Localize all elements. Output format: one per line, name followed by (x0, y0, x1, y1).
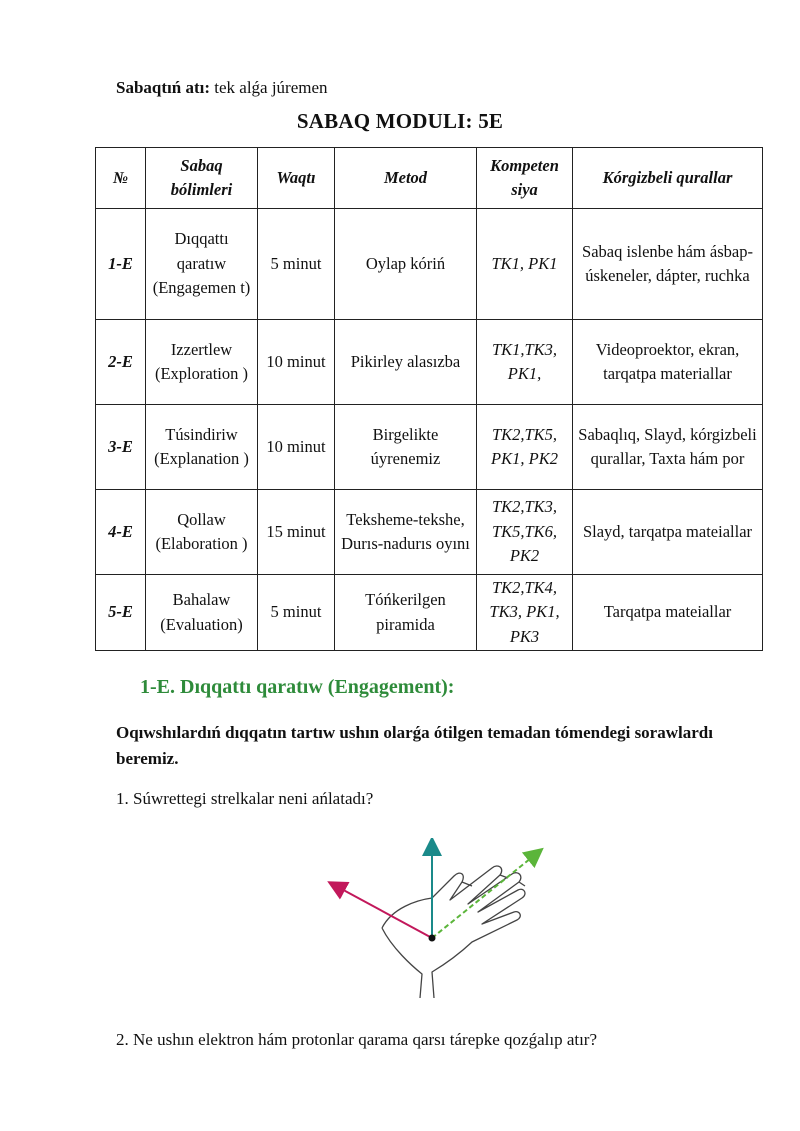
materials-cell: Slayd, tarqatpa mateiallar (573, 490, 763, 575)
force-arrow (336, 886, 432, 938)
competence-cell: TK1, PK1 (477, 209, 573, 320)
competence-cell: TK2,TK5, PK1, PK2 (477, 405, 573, 490)
stage-cell: 2-E (96, 320, 146, 405)
lesson-plan-table (95, 147, 763, 651)
header-competence: Kompeten siya (477, 148, 573, 209)
method-cell: Tóńkerilgen piramida (335, 575, 477, 651)
section-heading: 1-E. Dıqqattı qaratıw (Engagement): (140, 676, 455, 698)
question-1: 1. Súwrettegi strelkalar neni ańlatadı? (116, 789, 374, 808)
table-row (96, 209, 763, 320)
stage-cell: 5-E (96, 575, 146, 651)
materials-cell: Sabaq islenbe hám ásbap-úskeneler, dápter, ruchka (573, 209, 763, 320)
header-number: № (96, 148, 146, 209)
time-cell: 10 minut (258, 320, 335, 405)
current-arrow (432, 854, 536, 938)
left-hand-rule-illustration (322, 838, 552, 1006)
competence-cell: TK1,TK3, PK1, (477, 320, 573, 405)
table-row (96, 575, 763, 651)
origin-dot (429, 935, 436, 942)
time-cell: 5 minut (258, 209, 335, 320)
materials-cell: Videoproektor, ekran, tarqatpa materiallar (573, 320, 763, 405)
time-cell: 15 minut (258, 490, 335, 575)
table-row (96, 405, 763, 490)
header-lesson-parts: Sabaq bólimleri (146, 148, 258, 209)
lesson-name-line (116, 78, 328, 98)
time-cell: 5 minut (258, 575, 335, 651)
stage-cell: 4-E (96, 490, 146, 575)
method-cell: Teksheme-tekshe, Durıs-nadurıs oyını (335, 490, 477, 575)
competence-cell: TK2,TK3, TK5,TK6, PK2 (477, 490, 573, 575)
intro-paragraph: Oqıwshılardıń dıqqatın tartıw ushın olarǵa ótilgen temadan tómendegi sorawlardı beremiz. (116, 723, 713, 768)
module-title: SABAQ MODULI: 5E (296, 109, 504, 133)
part-cell: Dıqqattı qaratıw (Engagemen t) (146, 209, 258, 320)
header-visual-aids: Kórgizbeli qurallar (573, 148, 763, 209)
method-cell: Oylap kóriń (335, 209, 477, 320)
part-cell: Túsindiriw (Explanation ) (146, 405, 258, 490)
stage-cell: 3-E (96, 405, 146, 490)
method-cell: Birgelikte úyrenemiz (335, 405, 477, 490)
materials-cell: Sabaqlıq, Slayd, kórgizbeli qurallar, Taxta hám por (573, 405, 763, 490)
method-cell: Pikirley alasızba (335, 320, 477, 405)
question-2: 2. Ne ushın elektron hám protonlar qarama qarsı tárepke qozǵalıp atır? (116, 1030, 598, 1049)
time-cell: 10 minut (258, 405, 335, 490)
table-row (96, 320, 763, 405)
competence-cell: TK2,TK4, TK3, PK1, PK3 (477, 575, 573, 651)
materials-cell: Tarqatpa mateiallar (573, 575, 763, 651)
header-method: Metod (335, 148, 477, 209)
hand-outline (382, 866, 525, 998)
table-header-row (96, 148, 763, 209)
header-time: Waqtı (258, 148, 335, 209)
lesson-name-label: Sabaqtıń atı: (116, 78, 210, 97)
part-cell: Bahalaw (Evaluation) (146, 575, 258, 651)
part-cell: Izzertlew (Exploration ) (146, 320, 258, 405)
lesson-name-value: tek alǵa júremen (214, 78, 328, 97)
part-cell: Qollaw (Elaboration ) (146, 490, 258, 575)
stage-cell: 1-E (96, 209, 146, 320)
table-row (96, 490, 763, 575)
